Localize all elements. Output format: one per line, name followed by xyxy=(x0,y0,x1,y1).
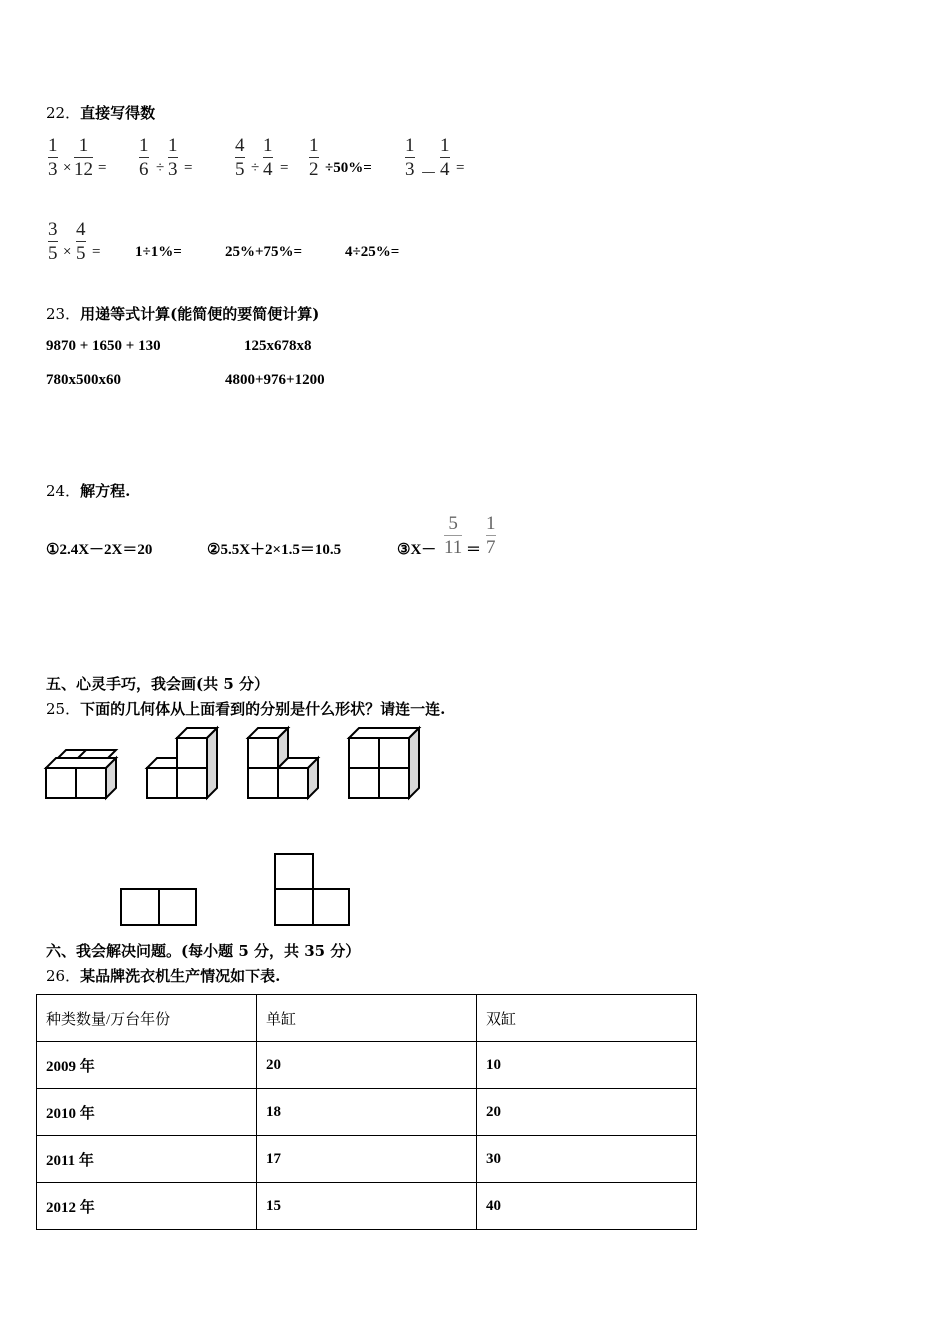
table-cell: 20 xyxy=(477,1089,697,1136)
equation-1: ①2.4X－2X＝20 xyxy=(46,542,153,558)
fraction: 1 6 xyxy=(139,135,149,180)
q25-title-text: 下面的几何体从上面看到的分别是什么形状？请连一连. xyxy=(80,700,446,718)
table-cell: 17 xyxy=(257,1136,477,1183)
production-table xyxy=(36,994,697,1230)
fraction: 1 3 xyxy=(405,135,415,180)
cube-figure-1 xyxy=(46,750,116,798)
q26-number: 26． xyxy=(46,967,81,985)
equals: = xyxy=(184,160,193,176)
calc-expression: 4800+976+1200 xyxy=(225,372,325,388)
table-row xyxy=(37,1089,697,1136)
q23-title-text: 用递等式计算(能简便的要简便计算) xyxy=(80,305,320,323)
q25-number: 25． xyxy=(46,700,81,718)
fraction: 3 5 xyxy=(48,219,58,264)
q22-title xyxy=(46,102,155,123)
equals: = xyxy=(280,160,289,176)
q26-title xyxy=(46,965,280,986)
calc-expression: 780x500x60 xyxy=(46,372,121,388)
q23-title xyxy=(46,303,319,324)
expression-tail: ÷50%= xyxy=(325,160,372,176)
equation-2: ②5.5X＋2×1.5＝10.5 xyxy=(207,542,342,558)
fraction: 5 11 xyxy=(444,513,463,558)
top-view-shape-2 xyxy=(275,854,349,925)
fraction: 1 12 xyxy=(74,135,93,180)
table-header-cell: 双缸 xyxy=(477,995,697,1042)
equals: = xyxy=(92,244,101,260)
table-cell: 20 xyxy=(257,1042,477,1089)
equals: = xyxy=(98,160,107,176)
operator: － xyxy=(420,164,437,183)
table-row xyxy=(37,1042,697,1089)
fraction: 1 2 xyxy=(309,135,319,180)
q24-title xyxy=(46,480,130,501)
q25-title xyxy=(46,698,445,719)
table-cell: 2011 年 xyxy=(37,1136,257,1183)
expression: 4÷25%= xyxy=(345,244,400,260)
q26-title-text: 某品牌洗衣机生产情况如下表. xyxy=(80,967,281,985)
section-5-title: 五、心灵手巧，我会画(共 5 分） xyxy=(46,675,269,693)
calc-expression: 9870 + 1650 + 130 xyxy=(46,338,161,354)
equals: ＝ xyxy=(466,542,482,558)
fraction: 4 5 xyxy=(235,135,245,180)
table-header-cell: 种类数量/万台年份 xyxy=(37,995,257,1042)
q24-number: 24． xyxy=(46,482,81,500)
operator: ÷ xyxy=(251,160,260,176)
expression: 1÷1%= xyxy=(135,244,182,260)
table-row xyxy=(37,1136,697,1183)
q22-number: 22． xyxy=(46,104,81,122)
table-cell: 2009 年 xyxy=(37,1042,257,1089)
fraction: 1 3 xyxy=(168,135,178,180)
table-cell: 2010 年 xyxy=(37,1089,257,1136)
equals: = xyxy=(456,160,465,176)
operator: × xyxy=(63,160,72,176)
cube-figure-3 xyxy=(248,728,318,798)
table-cell: 40 xyxy=(477,1183,697,1230)
fraction: 4 5 xyxy=(76,219,86,264)
table-row xyxy=(37,1183,697,1230)
fraction: 1 4 xyxy=(263,135,273,180)
operator: ÷ xyxy=(156,160,165,176)
operator: × xyxy=(63,244,72,260)
calc-expression: 125x678x8 xyxy=(244,338,312,354)
fraction: 1 3 xyxy=(48,135,58,180)
table-header-row xyxy=(37,995,697,1042)
q23-number: 23． xyxy=(46,305,81,323)
table-cell: 30 xyxy=(477,1136,697,1183)
fraction: 1 7 xyxy=(486,513,496,558)
table-cell: 10 xyxy=(477,1042,697,1089)
table-cell: 15 xyxy=(257,1183,477,1230)
q22-title-text: 直接写得数 xyxy=(80,104,156,122)
cube-figure-2 xyxy=(147,728,217,798)
equation-3-prefix: ③X－ xyxy=(397,542,437,558)
table-cell: 2012 年 xyxy=(37,1183,257,1230)
fraction: 1 4 xyxy=(440,135,450,180)
table-header-cell: 单缸 xyxy=(257,995,477,1042)
cube-figures xyxy=(40,724,430,804)
table-cell: 18 xyxy=(257,1089,477,1136)
cube-figure-4 xyxy=(349,728,419,798)
expression: 25%+75%= xyxy=(225,244,303,260)
top-view-shape-1 xyxy=(121,889,196,925)
section-6-title: 六、我会解决问题。(每小题 5 分，共 35 分） xyxy=(46,942,361,960)
top-view-shapes xyxy=(118,850,358,930)
q24-title-text: 解方程. xyxy=(80,482,131,500)
